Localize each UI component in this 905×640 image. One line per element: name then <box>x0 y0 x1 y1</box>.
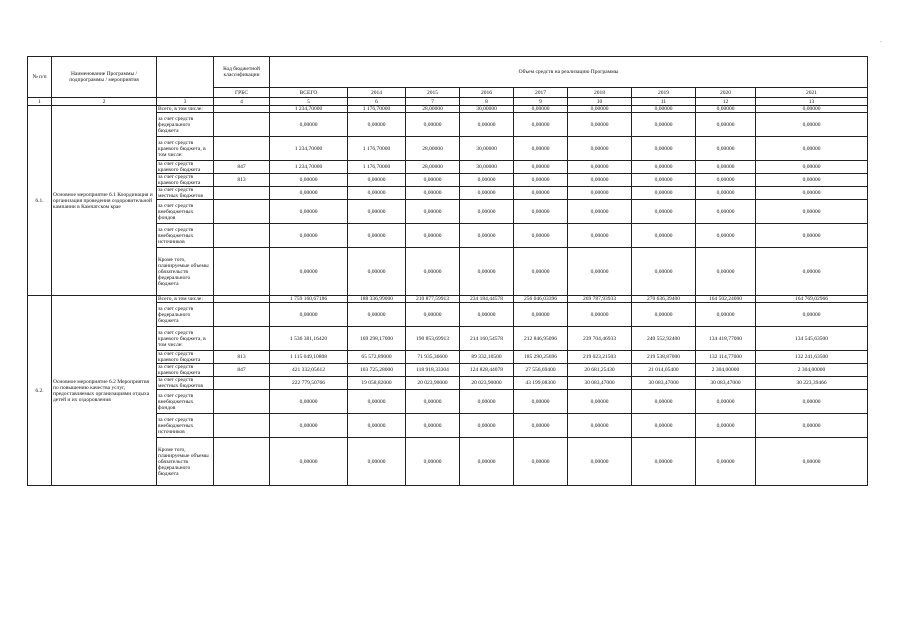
total-value: 0,00000 <box>270 303 348 327</box>
total-value: 1 234,70000 <box>270 106 348 113</box>
year-value: 0,00000 <box>460 303 514 327</box>
year-value: 0,00000 <box>756 106 868 113</box>
year-value: 219 023,21503 <box>568 351 632 364</box>
year-value: 0,00000 <box>756 200 868 224</box>
year-value: 0,00000 <box>696 303 756 327</box>
year-value: 0,00000 <box>348 200 406 224</box>
year-value: 210 877,59913 <box>406 296 460 303</box>
year-value: 2 304,00000 <box>696 364 756 377</box>
header-name: Наименование Программы / подпрограммы / мероприятия <box>52 57 157 98</box>
year-value: 0,00000 <box>406 438 460 486</box>
total-value: 1 234,70000 <box>270 137 348 161</box>
year-value: 0,00000 <box>756 390 868 414</box>
year-value: 30 083,47000 <box>632 377 696 390</box>
funding-source-label: за счет средств местных бюджетов <box>157 187 214 200</box>
year-value: 0,00000 <box>568 174 632 187</box>
year-value: 0,00000 <box>632 174 696 187</box>
year-value: 0,00000 <box>514 390 568 414</box>
year-value: 188 336,99000 <box>348 296 406 303</box>
column-index-3: 4 <box>214 98 270 106</box>
year-value: 0,00000 <box>568 137 632 161</box>
grbs-code: 847 <box>214 364 270 377</box>
year-value: 0,00000 <box>756 414 868 438</box>
header-kbk: Код бюджетной классификации <box>214 57 270 88</box>
year-value: 0,00000 <box>460 200 514 224</box>
column-index-12: 13 <box>756 98 868 106</box>
year-value: 0,00000 <box>756 248 868 296</box>
funding-source-label: за счет средств краевого бюджета <box>157 351 214 364</box>
year-value: 0,00000 <box>460 414 514 438</box>
header-year-7: 2021 <box>756 88 868 98</box>
year-value: 0,00000 <box>756 187 868 200</box>
grbs-code <box>214 200 270 224</box>
column-index-row <box>28 98 868 106</box>
year-value: 190 853,69913 <box>406 327 460 351</box>
year-value: 0,00000 <box>406 414 460 438</box>
funding-source-label: за счет средств внебюджетных фондов <box>157 390 214 414</box>
year-value: 269 787,93933 <box>568 296 632 303</box>
header-year-2: 2016 <box>460 88 514 98</box>
year-value: 0,00000 <box>756 161 868 174</box>
total-value: 1 234,70000 <box>270 161 348 174</box>
year-value: 0,00000 <box>696 174 756 187</box>
grbs-code <box>214 390 270 414</box>
grbs-code <box>214 377 270 390</box>
budget-table <box>27 56 868 486</box>
year-value: 21 014,05400 <box>632 364 696 377</box>
year-value: 0,00000 <box>696 106 756 113</box>
year-value: 0,00000 <box>696 414 756 438</box>
year-value: 0,00000 <box>756 303 868 327</box>
year-value: 256 046,03396 <box>514 296 568 303</box>
year-value: 28,00000 <box>406 161 460 174</box>
year-value: 0,00000 <box>460 174 514 187</box>
year-value: 20 681,25430 <box>568 364 632 377</box>
year-value: 0,00000 <box>568 414 632 438</box>
year-value: 0,00000 <box>696 113 756 137</box>
year-value: 0,00000 <box>406 187 460 200</box>
year-value: 0,00000 <box>348 224 406 248</box>
funding-source-label: Кроме того, планируемые объемы обязательств федерального бюджета <box>157 248 214 296</box>
year-value: 0,00000 <box>514 303 568 327</box>
total-value: 1 115 049,10808 <box>270 351 348 364</box>
year-value: 0,00000 <box>756 137 868 161</box>
header-year-6: 2020 <box>696 88 756 98</box>
column-index-9: 10 <box>568 98 632 106</box>
year-value: 0,00000 <box>568 438 632 486</box>
year-value: 234 184,44578 <box>460 296 514 303</box>
total-value: 0,00000 <box>270 174 348 187</box>
total-value: 0,00000 <box>270 438 348 486</box>
year-value: 0,00000 <box>460 390 514 414</box>
grbs-code <box>214 187 270 200</box>
grbs-code <box>214 327 270 351</box>
year-value: 1 176,70000 <box>348 161 406 174</box>
column-index-4: 5 <box>270 98 348 106</box>
year-value: 0,00000 <box>348 414 406 438</box>
year-value: 118 918,33304 <box>406 364 460 377</box>
year-value: 0,00000 <box>406 174 460 187</box>
year-value: 30,00000 <box>460 106 514 113</box>
year-value: 0,00000 <box>696 161 756 174</box>
header-grbs: ГРБС <box>214 88 270 98</box>
year-value: 0,00000 <box>632 106 696 113</box>
year-value: 0,00000 <box>568 303 632 327</box>
year-value: 0,00000 <box>514 224 568 248</box>
scan-mark: · <box>880 38 883 46</box>
header-volume: Объем средств на реализацию Программы <box>270 57 868 88</box>
year-value: 212 846,95096 <box>514 327 568 351</box>
section-name: Основное мероприятие 6.2 Мероприятия по повышению качества услуг, предоставляемых организациями отдыха детей и их оздоровления <box>52 296 157 486</box>
year-value: 0,00000 <box>632 303 696 327</box>
year-value: 164 769,02966 <box>756 296 868 303</box>
funding-source-label: за счет средств местных бюджетов <box>157 377 214 390</box>
year-value: 2 304,00000 <box>756 364 868 377</box>
year-value: 71 935,36600 <box>406 351 460 364</box>
year-value: 0,00000 <box>460 224 514 248</box>
funding-source-label: за счет средств внебюджетных источников <box>157 224 214 248</box>
year-value: 103 725,28000 <box>348 364 406 377</box>
year-value: 0,00000 <box>514 414 568 438</box>
grbs-code <box>214 106 270 113</box>
year-value: 134 418,77000 <box>696 327 756 351</box>
total-value: 0,00000 <box>270 248 348 296</box>
funding-source-label: за счет средств краевого бюджета <box>157 364 214 377</box>
year-value: 0,00000 <box>348 187 406 200</box>
year-value: 89 332,10500 <box>460 351 514 364</box>
section-name: Основное мероприятие 6.1 Координация и организация проведения оздоровительной кампании в Камчатском крае <box>52 106 157 296</box>
grbs-code <box>214 248 270 296</box>
total-value: 421 332,05612 <box>270 364 348 377</box>
year-value: 0,00000 <box>406 303 460 327</box>
year-value: 0,00000 <box>696 390 756 414</box>
year-value: 28,00000 <box>406 137 460 161</box>
year-value: 0,00000 <box>406 224 460 248</box>
year-value: 0,00000 <box>632 438 696 486</box>
year-value: 0,00000 <box>406 248 460 296</box>
year-value: 219 538,87000 <box>632 351 696 364</box>
year-value: 164 502,24000 <box>696 296 756 303</box>
year-value: 20 023,90000 <box>460 377 514 390</box>
year-value: 0,00000 <box>568 390 632 414</box>
year-value: 0,00000 <box>756 113 868 137</box>
year-value: 0,00000 <box>514 137 568 161</box>
header-total: ВСЕГО <box>270 88 348 98</box>
column-index-6: 7 <box>406 98 460 106</box>
header-year-3: 2017 <box>514 88 568 98</box>
column-index-1: 2 <box>52 98 157 106</box>
year-value: 1 176,70000 <box>348 106 406 113</box>
year-value: 30 223,39466 <box>756 377 868 390</box>
funding-source-label: за счет средств федерального бюджета <box>157 113 214 137</box>
year-value: 0,00000 <box>348 248 406 296</box>
year-value: 0,00000 <box>696 248 756 296</box>
grbs-code <box>214 303 270 327</box>
funding-source-label: за счет средств внебюджетных источников <box>157 414 214 438</box>
year-value: 0,00000 <box>514 106 568 113</box>
year-value: 0,00000 <box>632 200 696 224</box>
grbs-code: 813 <box>214 351 270 364</box>
header-year-5: 2019 <box>632 88 696 98</box>
year-value: 0,00000 <box>632 137 696 161</box>
year-value: 0,00000 <box>632 390 696 414</box>
year-value: 0,00000 <box>632 414 696 438</box>
header-year-4: 2018 <box>568 88 632 98</box>
total-value: 1 759 160,67186 <box>270 296 348 303</box>
total-value: 222 779,50766 <box>270 377 348 390</box>
funding-source-label: за счет средств краевого бюджета <box>157 174 214 187</box>
header-year-1: 2015 <box>406 88 460 98</box>
year-value: 0,00000 <box>514 161 568 174</box>
year-value: 0,00000 <box>756 174 868 187</box>
year-value: 0,00000 <box>756 224 868 248</box>
total-value: 0,00000 <box>270 113 348 137</box>
year-value: 27 556,69400 <box>514 364 568 377</box>
column-index-7: 8 <box>460 98 514 106</box>
year-value: 0,00000 <box>632 161 696 174</box>
year-value: 65 572,89000 <box>348 351 406 364</box>
year-value: 124 828,44078 <box>460 364 514 377</box>
grbs-code <box>214 414 270 438</box>
year-value: 169 298,17000 <box>348 327 406 351</box>
section-number: 6.2. <box>28 296 52 486</box>
year-value: 0,00000 <box>696 187 756 200</box>
year-value: 0,00000 <box>348 438 406 486</box>
year-value: 0,00000 <box>348 390 406 414</box>
year-value: 270 636,39400 <box>632 296 696 303</box>
year-value: 0,00000 <box>514 174 568 187</box>
table-row <box>28 106 868 113</box>
total-value: 0,00000 <box>270 390 348 414</box>
year-value: 43 199,08300 <box>514 377 568 390</box>
year-value: 134 545,63500 <box>756 327 868 351</box>
year-value: 0,00000 <box>568 161 632 174</box>
year-value: 0,00000 <box>696 438 756 486</box>
year-value: 0,00000 <box>568 106 632 113</box>
year-value: 30,00000 <box>460 161 514 174</box>
grbs-code <box>214 224 270 248</box>
year-value: 240 552,92400 <box>632 327 696 351</box>
year-value: 0,00000 <box>568 224 632 248</box>
year-value: 0,00000 <box>632 187 696 200</box>
funding-source-label: за счет средств краевого бюджета, в том числе: <box>157 327 214 351</box>
header-num: № п/п <box>28 57 52 98</box>
year-value: 30 083,47000 <box>696 377 756 390</box>
total-value: 1 536 381,16420 <box>270 327 348 351</box>
year-value: 0,00000 <box>568 113 632 137</box>
grbs-code: 847 <box>214 161 270 174</box>
year-value: 0,00000 <box>696 200 756 224</box>
year-value: 0,00000 <box>460 113 514 137</box>
table-row <box>28 296 868 303</box>
funding-source-label: Всего, в том числе: <box>157 296 214 303</box>
year-value: 19 058,82000 <box>348 377 406 390</box>
year-value: 0,00000 <box>514 113 568 137</box>
year-value: 0,00000 <box>348 113 406 137</box>
column-index-0: 1 <box>28 98 52 106</box>
year-value: 0,00000 <box>696 137 756 161</box>
year-value: 185 290,25696 <box>514 351 568 364</box>
funding-source-label: за счет средств федерального бюджета <box>157 303 214 327</box>
year-value: 0,00000 <box>568 187 632 200</box>
year-value: 1 176,70000 <box>348 137 406 161</box>
year-value: 0,00000 <box>632 248 696 296</box>
column-index-8: 9 <box>514 98 568 106</box>
year-value: 0,00000 <box>632 113 696 137</box>
funding-source-label: Кроме того, планируемые объемы обязательств федерального бюджета <box>157 438 214 486</box>
grbs-code <box>214 113 270 137</box>
year-value: 0,00000 <box>514 200 568 224</box>
year-value: 132 114,77000 <box>696 351 756 364</box>
year-value: 0,00000 <box>348 174 406 187</box>
year-value: 239 704,46933 <box>568 327 632 351</box>
year-value: 0,00000 <box>514 438 568 486</box>
grbs-code <box>214 296 270 303</box>
year-value: 0,00000 <box>568 248 632 296</box>
year-value: 132 241,63500 <box>756 351 868 364</box>
funding-source-label: за счет средств краевого бюджета <box>157 161 214 174</box>
year-value: 0,00000 <box>406 200 460 224</box>
year-value: 0,00000 <box>460 438 514 486</box>
year-value: 30 083,47000 <box>568 377 632 390</box>
year-value: 0,00000 <box>632 224 696 248</box>
year-value: 0,00000 <box>406 113 460 137</box>
year-value: 0,00000 <box>568 200 632 224</box>
total-value: 0,00000 <box>270 187 348 200</box>
year-value: 28,00000 <box>406 106 460 113</box>
year-value: 30,00000 <box>460 137 514 161</box>
column-index-5: 6 <box>348 98 406 106</box>
total-value: 0,00000 <box>270 414 348 438</box>
year-value: 0,00000 <box>348 303 406 327</box>
total-value: 0,00000 <box>270 224 348 248</box>
column-index-10: 11 <box>632 98 696 106</box>
year-value: 20 023,90000 <box>406 377 460 390</box>
total-value: 0,00000 <box>270 200 348 224</box>
funding-source-label: Всего, в том числе: <box>157 106 214 113</box>
year-value: 0,00000 <box>406 390 460 414</box>
year-value: 0,00000 <box>514 187 568 200</box>
grbs-code <box>214 137 270 161</box>
header-year-0: 2014 <box>348 88 406 98</box>
grbs-code: 813 <box>214 174 270 187</box>
section-number: 6.1. <box>28 106 52 296</box>
column-index-11: 12 <box>696 98 756 106</box>
grbs-code <box>214 438 270 486</box>
year-value: 0,00000 <box>514 248 568 296</box>
year-value: 0,00000 <box>460 187 514 200</box>
year-value: 214 160,54578 <box>460 327 514 351</box>
funding-source-label: за счет средств внебюджетных фондов <box>157 200 214 224</box>
year-value: 0,00000 <box>756 438 868 486</box>
funding-source-label: за счет средств краевого бюджета, в том числе: <box>157 137 214 161</box>
year-value: 0,00000 <box>460 248 514 296</box>
year-value: 0,00000 <box>696 224 756 248</box>
column-index-2: 3 <box>157 98 214 106</box>
